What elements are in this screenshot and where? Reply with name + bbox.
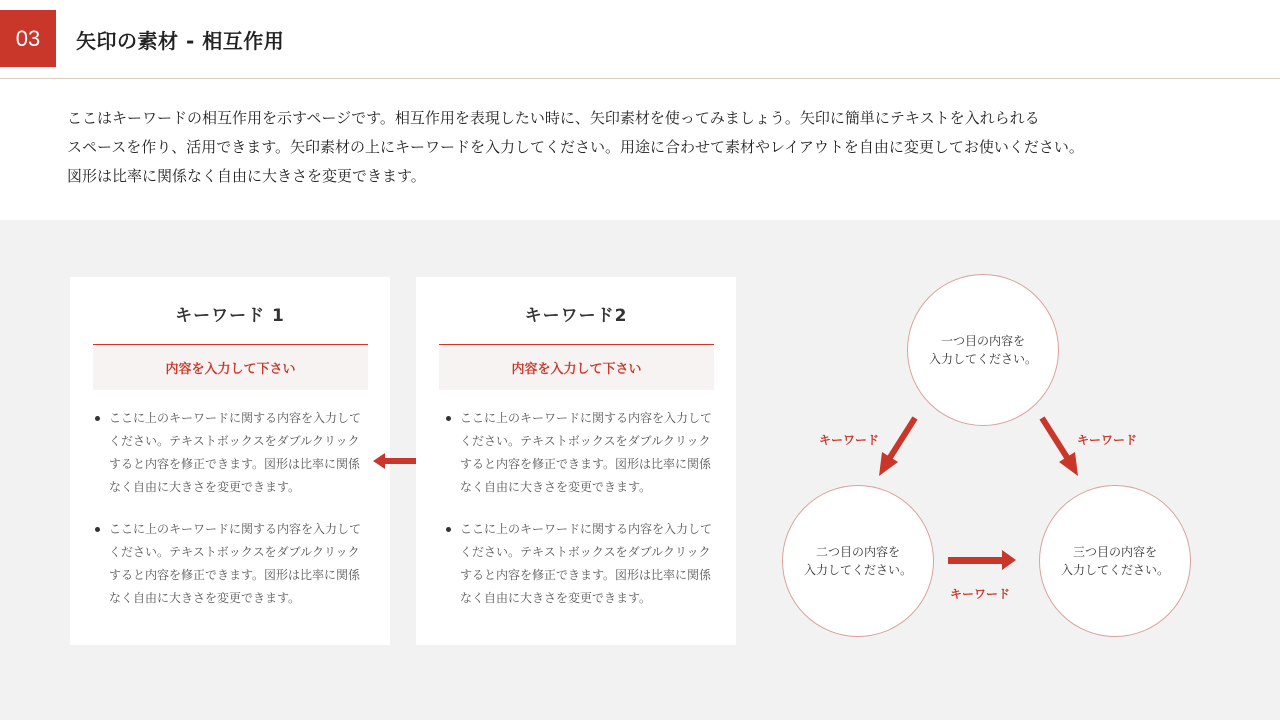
intro-line-2: スペースを作り、活用できます。矢印素材の上にキーワードを入力してください。用途に合わせて素材やレイアウトを自由に変更してお使いください。 <box>67 138 1084 156</box>
cycle-keyword-left: キーワード <box>819 433 880 447</box>
card-title: キーワード2 <box>524 306 628 326</box>
card-title: キーワード 1 <box>175 306 285 326</box>
intro-line-1: ここはキーワードの相互作用を示すページです。相互作用を表現したい時に、矢印素材を使ってみましょう。矢印に簡単にテキストを入れられる <box>67 109 1040 127</box>
page-title: 矢印の素材 - 相互作用 <box>76 29 285 53</box>
list-item: ここに上のキーワードに関する内容を入力してください。テキストボックスをダブルクリックすると内容を修正できます。図形は比率に関係なく自由に大きさを変更できます。 <box>444 407 714 499</box>
list-item: ここに上のキーワードに関する内容を入力してください。テキストボックスをダブルクリックすると内容を修正できます。図形は比率に関係なく自由に大きさを変更できます。 <box>93 518 363 610</box>
list-item: ここに上のキーワードに関する内容を入力してください。テキストボックスをダブルクリックすると内容を修正できます。図形は比率に関係なく自由に大きさを変更できます。 <box>93 407 363 499</box>
intro-line-3: 図形は比率に関係なく自由に大きさを変更できます。 <box>67 167 426 185</box>
circle-text: 二つ目の内容を 入力してください。 <box>803 545 912 577</box>
card-subtitle: 内容を入力して下さい <box>439 344 714 390</box>
circle-text: 一つ目の内容を 入力してください。 <box>928 334 1037 366</box>
circle-text: 三つ目の内容を 入力してください。 <box>1060 545 1169 577</box>
cycle-keyword-right: キーワード <box>1077 433 1138 447</box>
list-item: ここに上のキーワードに関する内容を入力してください。テキストボックスをダブルクリックすると内容を修正できます。図形は比率に関係なく自由に大きさを変更できます。 <box>444 518 714 610</box>
section-number-badge: 03 <box>0 10 56 67</box>
cycle-keyword-bottom: キーワード <box>950 587 1011 601</box>
card-subtitle: 内容を入力して下さい <box>93 344 368 390</box>
